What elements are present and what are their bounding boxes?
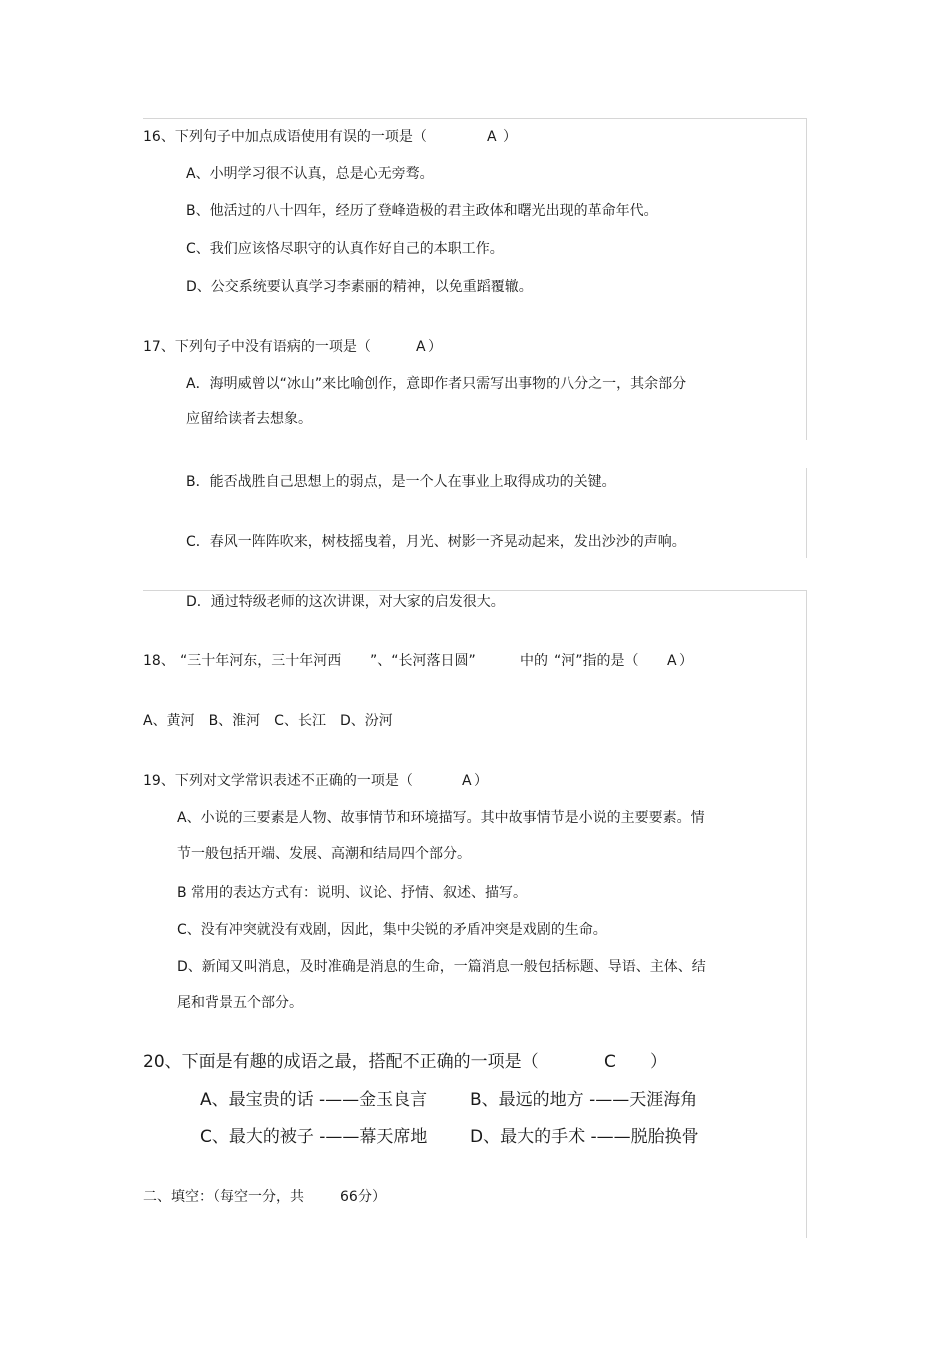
q16-answer: A (487, 129, 497, 145)
q18-quote-1: “三十年河东，三十年河西 (180, 653, 342, 669)
q17-option-a-line1: A．海明威曾以“冰山”来比喻创作，意即作者只需写出事物的八分之一，其余部分 (186, 376, 687, 392)
q19-option-b: B 常用的表达方式有：说明、议论、抒情、叙述、描写。 (177, 885, 528, 901)
q17-answer: A (416, 339, 426, 355)
q16-option-a: A、小明学习很不认真，总是心无旁骛。 (186, 166, 434, 182)
frame-right-line-2 (806, 468, 807, 558)
q20-stem: 20、下面是有趣的成语之最，搭配不正确的一项是（ (143, 1052, 539, 1072)
q16-option-b: B、他活过的八十四年，经历了登峰造极的君主政体和曙光出现的革命年代。 (186, 203, 658, 219)
section-2-suffix: 分） (358, 1189, 386, 1205)
q16-option-c: C、我们应该恪尽职守的认真作好自己的本职工作。 (186, 241, 504, 257)
frame-top-line-2 (143, 590, 807, 591)
q18-options: A、黄河 B、淮河 C、长江 D、汾河 (143, 713, 393, 729)
q17-stem: 17、下列句子中没有语病的一项是（ (143, 339, 371, 355)
frame-right-line-1 (806, 118, 807, 440)
q20-option-a: A、最宝贵的话 -——金玉良言 (200, 1090, 428, 1110)
q18-answer: A (667, 653, 677, 669)
section-2-points: 66 (340, 1189, 358, 1205)
q17-option-c: C．春风一阵阵吹来，树枝摇曳着，月光、树影一齐晃动起来，发出沙沙的声响。 (186, 534, 686, 550)
q19-answer: A (462, 773, 472, 789)
q19-option-a-line2: 节一般包括开端、发展、高潮和结局四个部分。 (177, 846, 471, 862)
q17-close: ） (428, 339, 442, 355)
q16-close: ） (503, 129, 517, 145)
q16-stem: 16、下列句子中加点成语使用有误的一项是（ (143, 129, 427, 145)
q19-option-c: C、没有冲突就没有戏剧，因此，集中尖锐的矛盾冲突是戏剧的生命。 (177, 922, 607, 938)
section-2-prefix: 二、填空：（每空一分，共 (143, 1189, 304, 1205)
q20-answer: C (604, 1052, 616, 1072)
q19-option-d-line1: D、新闻又叫消息，及时准确是消息的生命，一篇消息一般包括标题、导语、主体、结 (177, 959, 706, 975)
q19-stem: 19、下列对文学常识表述不正确的一项是（ (143, 773, 413, 789)
q18-close: ） (679, 653, 693, 669)
q18-text-zhongde: 中的 (520, 653, 548, 669)
q18-number: 18、 (143, 653, 175, 669)
q17-option-b: B．能否战胜自己思想上的弱点，是一个人在事业上取得成功的关键。 (186, 474, 616, 490)
q20-option-d: D、最大的手术 -——脱胎换骨 (470, 1127, 699, 1147)
q19-option-a-line1: A、小说的三要素是人物、故事情节和环境描写。其中故事情节是小说的主要要素。情 (177, 810, 705, 826)
q17-option-a-line2: 应留给读者去想象。 (186, 411, 312, 427)
q18-quote-2: ”、“长河落日圆” (370, 653, 476, 669)
q20-option-b: B、最远的地方 -——天涯海角 (470, 1090, 698, 1110)
q19-option-d-line2: 尾和背景五个部分。 (177, 995, 303, 1011)
q17-option-d: D．通过特级老师的这次讲课，对大家的启发很大。 (186, 594, 505, 610)
q20-option-c: C、最大的被子 -——幕天席地 (200, 1127, 428, 1147)
q20-close: ） (650, 1052, 667, 1072)
frame-right-line-3 (806, 590, 807, 1238)
q18-text-he: “河”指的是（ (554, 653, 639, 669)
frame-top-line (143, 118, 807, 119)
q19-close: ） (474, 773, 488, 789)
q16-option-d: D、公交系统要认真学习李素丽的精神，以免重蹈覆辙。 (186, 279, 533, 295)
